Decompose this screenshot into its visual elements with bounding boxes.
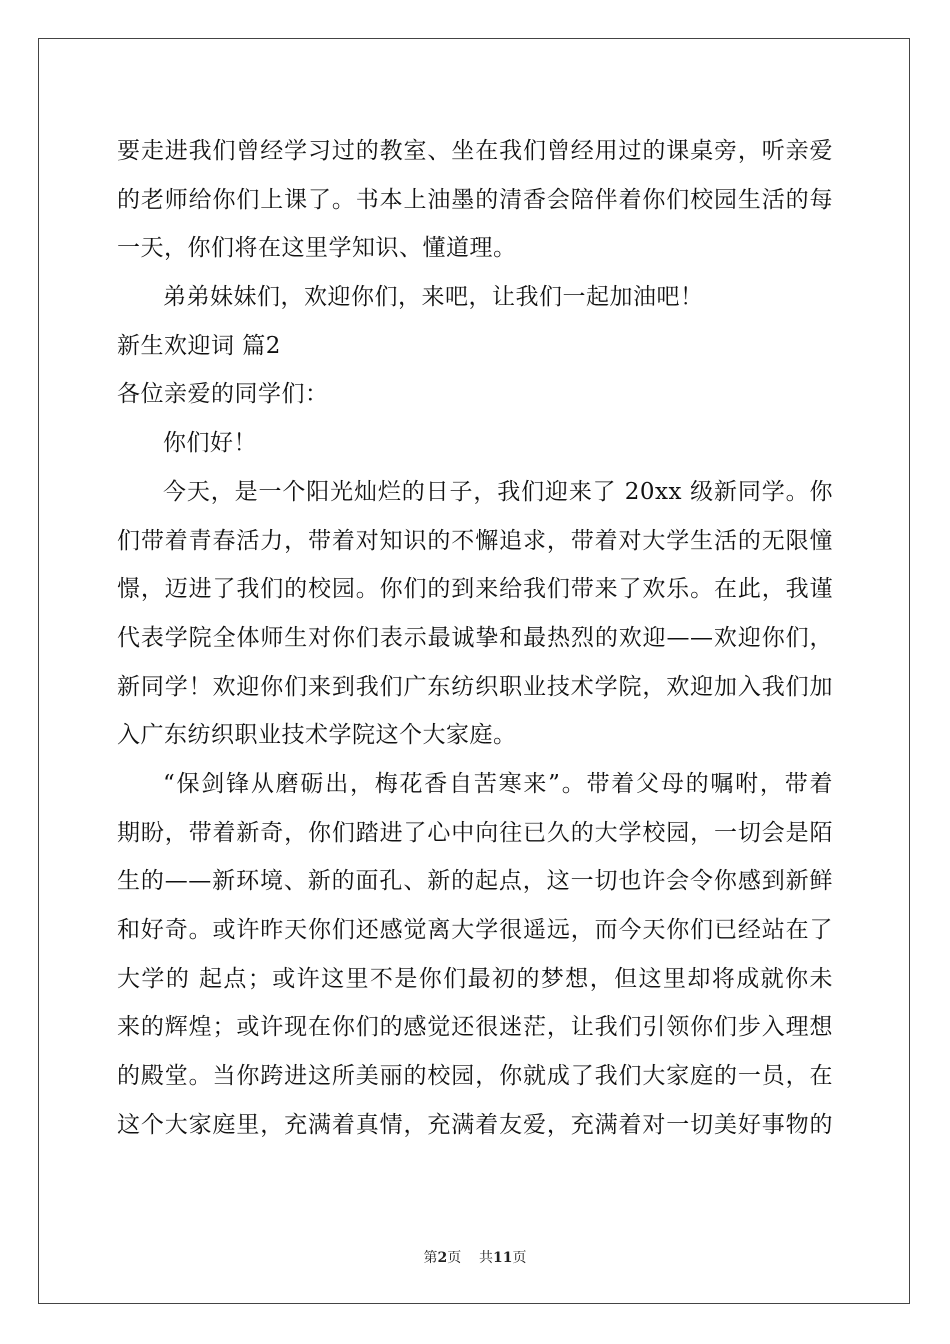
page-footer [0, 1247, 950, 1267]
text-line: 憬，迈进了我们的校园。你们的到来给我们带来了欢乐。在此，我谨 [117, 576, 833, 603]
text-line: 的老师给你们上课了。书本上油墨的清香会陪伴着你们校园生活的每 [117, 186, 833, 213]
text-line: 来的辉煌；或许现在你们的感觉还很迷茫，让我们引领你们步入理想 [117, 1014, 833, 1041]
footer-total-prefix: 共 [479, 1250, 494, 1266]
text-line: 要走进我们曾经学习过的教室、坐在我们曾经用过的课桌旁，听亲爱 [117, 138, 833, 164]
text-line: “保剑锋从磨砺出，梅花香自苦寒来”。带着父母的嘱咐，带着 [163, 770, 833, 797]
text-line: 们带着青春活力，带着对知识的不懈追求，带着对大学生活的无限憧 [117, 527, 833, 554]
salutation: 各位亲爱的同学们： [117, 381, 329, 408]
footer-total-unit: 页 [512, 1250, 527, 1266]
text-line: 代表学院全体师生对你们表示最诚挚和最热烈的欢迎——欢迎你们， [117, 624, 833, 651]
text-line: 生的——新环境、新的面孔、新的起点，这一切也许会令你感到新鲜 [117, 868, 833, 895]
section-heading: 新生欢迎词 篇2 [117, 332, 281, 359]
text-line: 的殿堂。当你跨进这所美丽的校园，你就成了我们大家庭的一员，在 [117, 1063, 833, 1090]
text-line: 期盼，带着新奇，你们踏进了心中向往已久的大学校园，一切会是陌 [117, 819, 833, 846]
page-number: 2 [437, 1250, 448, 1266]
text-line: 这个大家庭里，充满着真情，充满着友爱，充满着对一切美好事物的 [117, 1111, 833, 1138]
text-line: 一天，你们将在这里学知识、懂道理。 [117, 235, 517, 262]
text-line: 今天，是一个阳光灿烂的日子，我们迎来了 20xx 级新同学。你 [163, 478, 833, 505]
footer-page-unit: 页 [447, 1250, 462, 1266]
text-line: 新同学！欢迎你们来到我们广东纺织职业技术学院，欢迎加入我们加 [117, 673, 833, 700]
document-body [117, 127, 833, 1149]
footer-prefix: 第 [423, 1250, 438, 1266]
text-line: 弟弟妹妹们，欢迎你们，来吧，让我们一起加油吧！ [163, 284, 704, 311]
greeting: 你们好！ [163, 430, 257, 457]
text-line: 和好奇。或许昨天你们还感觉离大学很遥远，而今天你们已经站在了 [117, 917, 833, 943]
text-line: 大学的 起点；或许这里不是你们最初的梦想，但这里却将成就你未 [117, 965, 833, 992]
text-line: 入广东纺织职业技术学院这个大家庭。 [117, 722, 517, 749]
total-pages: 11 [493, 1250, 513, 1266]
